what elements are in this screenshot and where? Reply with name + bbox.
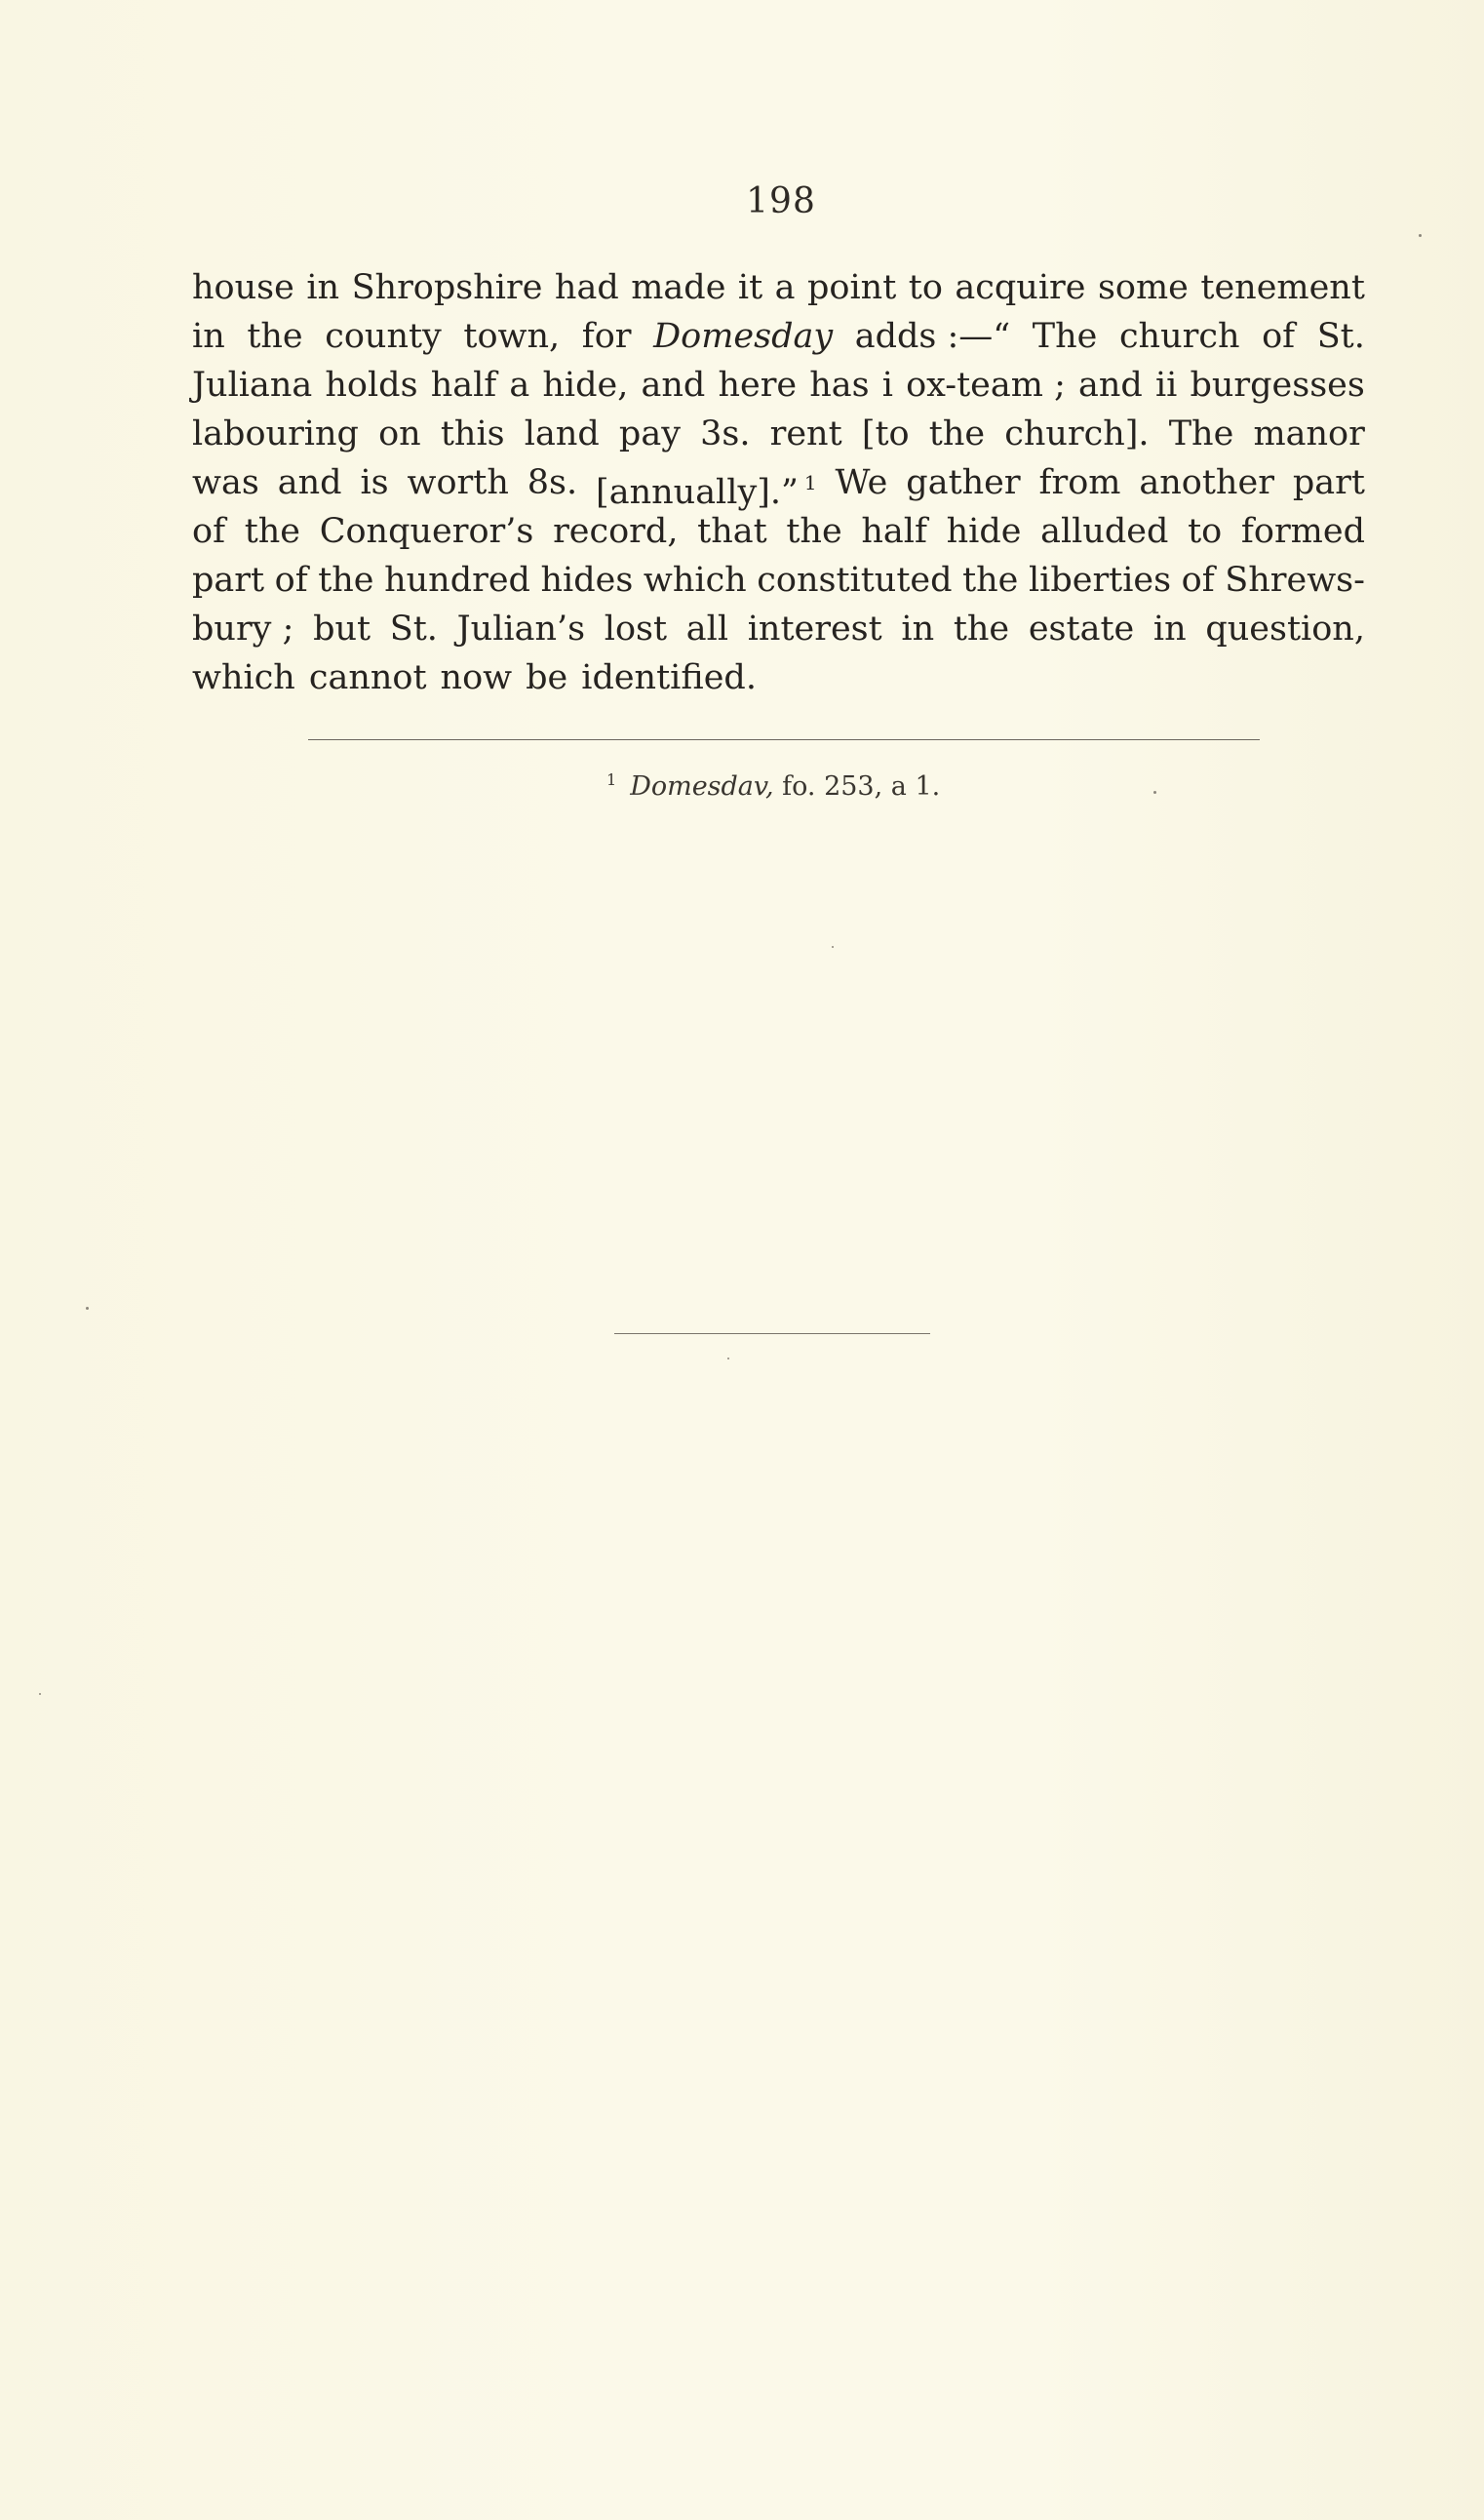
word: has bbox=[809, 366, 870, 405]
word: of bbox=[1262, 317, 1296, 356]
paper-speck bbox=[832, 946, 834, 948]
word: a bbox=[509, 366, 530, 405]
text-line bbox=[192, 556, 1365, 605]
word: for bbox=[581, 317, 632, 356]
word: Domesday bbox=[653, 317, 834, 356]
word: from bbox=[1038, 463, 1121, 502]
word: worth bbox=[407, 463, 509, 502]
word: hides bbox=[540, 561, 634, 600]
word: county bbox=[325, 317, 442, 356]
footnote-work-title: Domesdav, bbox=[630, 771, 774, 802]
word: which bbox=[192, 658, 295, 697]
word: the bbox=[962, 561, 1019, 600]
word: pay bbox=[618, 414, 681, 453]
word: and bbox=[1078, 366, 1143, 405]
text-line bbox=[192, 361, 1365, 410]
word: point bbox=[807, 268, 897, 307]
word: in bbox=[192, 317, 225, 356]
word: acquire bbox=[955, 268, 1086, 307]
word: cannot bbox=[308, 658, 427, 697]
word: of bbox=[274, 561, 308, 600]
word: land bbox=[524, 414, 600, 453]
word: and bbox=[277, 463, 342, 502]
word: alluded bbox=[1040, 512, 1169, 551]
word: hundred bbox=[384, 561, 530, 600]
word: [annually].” $^1$ bbox=[596, 471, 817, 512]
word: and bbox=[641, 366, 706, 405]
page-number: 198 bbox=[746, 181, 816, 221]
word: in bbox=[1152, 610, 1187, 649]
word: on bbox=[378, 414, 421, 453]
word: Julian’s bbox=[456, 610, 586, 649]
word: that bbox=[697, 512, 767, 551]
word: but bbox=[313, 610, 371, 649]
word: another bbox=[1139, 463, 1274, 502]
word: be bbox=[526, 658, 568, 697]
word: the bbox=[928, 414, 986, 453]
word: this bbox=[440, 414, 505, 453]
footnote-reference: fo. 253, a 1. bbox=[782, 771, 941, 802]
word: the bbox=[786, 512, 842, 551]
word: the bbox=[953, 610, 1010, 649]
word: Juliana bbox=[192, 366, 313, 405]
text-line bbox=[192, 507, 1365, 556]
word: The bbox=[1168, 414, 1234, 453]
word: We bbox=[835, 463, 888, 502]
word: it bbox=[737, 268, 763, 307]
word: the bbox=[247, 317, 303, 356]
text-line bbox=[192, 458, 1365, 512]
word: i bbox=[881, 366, 893, 405]
word: adds :—“ bbox=[854, 317, 1011, 356]
word: some bbox=[1097, 268, 1189, 307]
paper-speck bbox=[86, 1307, 89, 1310]
word: a bbox=[774, 268, 796, 307]
word: liberties bbox=[1028, 561, 1172, 600]
word: gather bbox=[906, 463, 1021, 502]
word: record, bbox=[553, 512, 679, 551]
word: to bbox=[1188, 512, 1223, 551]
word: bury ; bbox=[192, 610, 294, 649]
footnote-reference-mark: 1 bbox=[803, 471, 817, 494]
paper-speck bbox=[1419, 234, 1422, 237]
word: interest bbox=[747, 610, 882, 649]
word: ox-team ; bbox=[906, 366, 1066, 405]
word: tenement bbox=[1200, 268, 1365, 307]
word: hide bbox=[946, 512, 1022, 551]
word: constituted bbox=[757, 561, 953, 600]
word: church bbox=[1118, 317, 1240, 356]
footnote bbox=[606, 770, 940, 802]
text-line bbox=[192, 605, 1365, 653]
footnote-mark: 1 bbox=[606, 770, 617, 789]
word: town, bbox=[463, 317, 561, 356]
word: half bbox=[430, 366, 497, 405]
text-line bbox=[192, 263, 1365, 312]
word: is bbox=[360, 463, 389, 502]
word: to bbox=[908, 268, 943, 307]
word: part bbox=[192, 561, 265, 600]
word: Conqueror’s bbox=[319, 512, 534, 551]
word: church]. bbox=[1004, 414, 1150, 453]
word: formed bbox=[1240, 512, 1365, 551]
end-rule bbox=[614, 1333, 930, 1334]
word: question, bbox=[1205, 610, 1365, 649]
paper-speck bbox=[727, 1358, 729, 1359]
word: had bbox=[554, 268, 619, 307]
word: of bbox=[192, 512, 226, 551]
word: The bbox=[1032, 317, 1098, 356]
word: 3s. bbox=[700, 414, 751, 453]
word: estate bbox=[1028, 610, 1135, 649]
word: St. bbox=[1316, 317, 1365, 356]
word: house bbox=[192, 268, 294, 307]
word: which bbox=[643, 561, 747, 600]
footnote-divider bbox=[308, 739, 1260, 740]
word: Shrews- bbox=[1225, 561, 1365, 600]
word: of bbox=[1181, 561, 1215, 600]
word: the bbox=[318, 561, 374, 600]
body-paragraph bbox=[192, 263, 1365, 702]
word: made bbox=[631, 268, 726, 307]
word: rent bbox=[769, 414, 842, 453]
word: now bbox=[440, 658, 513, 697]
paper-speck bbox=[1153, 791, 1156, 794]
text-line bbox=[192, 312, 1365, 361]
word: the bbox=[244, 512, 301, 551]
word: labouring bbox=[192, 414, 359, 453]
word: [to bbox=[861, 414, 910, 453]
word: burgesses bbox=[1190, 366, 1365, 405]
word: in bbox=[901, 610, 935, 649]
word: 8s. bbox=[527, 463, 578, 502]
word: manor bbox=[1253, 414, 1365, 453]
word: ii bbox=[1154, 366, 1178, 405]
word: half bbox=[861, 512, 927, 551]
text-line bbox=[192, 410, 1365, 458]
word: here bbox=[718, 366, 798, 405]
word: lost bbox=[604, 610, 668, 649]
paper-speck bbox=[39, 1693, 41, 1695]
word: holds bbox=[325, 366, 418, 405]
word: hide, bbox=[542, 366, 629, 405]
word: in bbox=[306, 268, 340, 307]
word: Shropshire bbox=[351, 268, 543, 307]
word: St. bbox=[389, 610, 438, 649]
word: all bbox=[685, 610, 729, 649]
text-line bbox=[192, 653, 1365, 702]
word: identified. bbox=[581, 658, 757, 697]
word: was bbox=[192, 463, 259, 502]
word: part bbox=[1292, 463, 1365, 502]
